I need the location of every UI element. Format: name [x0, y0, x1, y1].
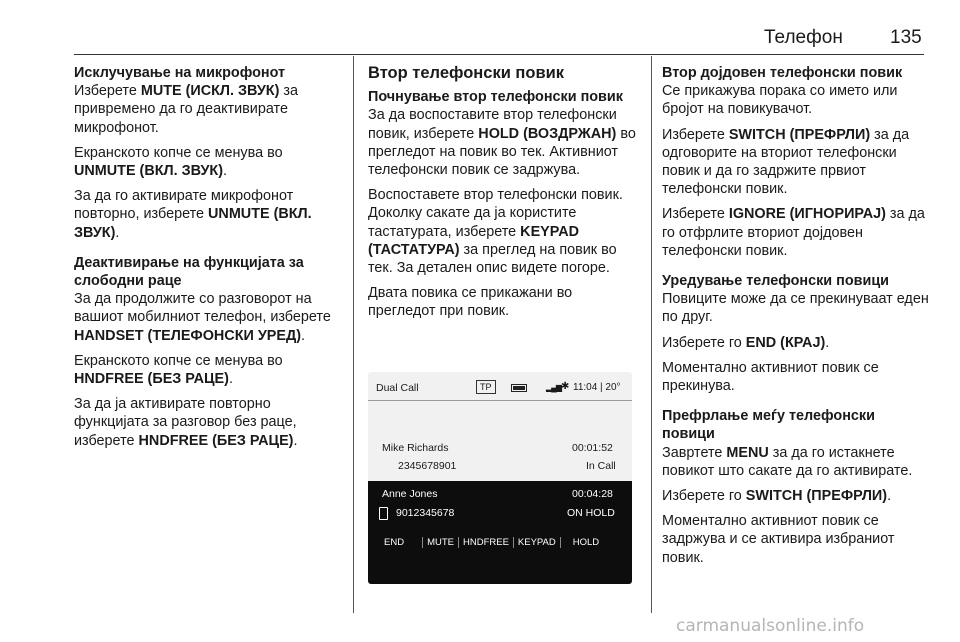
call1-status: In Call	[586, 460, 616, 472]
paragraph: Двата повика се прикажани во прегледот при повик.	[368, 285, 573, 320]
clock: 11:04 | 20°	[573, 382, 621, 393]
paragraph: За да продолжите со разговорот на вашиот мобилниот телефон, изберете HANDSET (ТЕЛЕФОНСКИ УРЕД).	[74, 291, 331, 344]
call1-number: 2345678901	[398, 460, 457, 472]
signal-icon: ▂▄▆	[546, 383, 561, 392]
column-divider	[651, 56, 652, 613]
paragraph: Се прикажува порака со името или бројот на повикувачот.	[662, 83, 898, 118]
keypad-button[interactable]: KEYPAD	[517, 536, 556, 548]
paragraph: Изберете го END (КРАЈ).	[662, 334, 830, 351]
mute-button[interactable]: MUTE	[427, 536, 454, 548]
header-rule	[74, 54, 924, 55]
call2-time: 00:04:28	[572, 488, 613, 500]
paragraph: Повиците може да се прекинуваат еден по друг.	[662, 291, 929, 326]
call2-name: Anne Jones	[382, 488, 438, 500]
heading-second-call: Почнување втор телефонски повик	[368, 89, 623, 106]
paragraph: За да ја активирате повторно функцијата за разговор без раце, изберете HNDFREE (БЕЗ РАЦЕ).	[74, 396, 298, 449]
paragraph: Завртете MENU за да го истакнете повикот што сакате да го активирате.	[662, 444, 913, 479]
paragraph: Изберете MUTE (ИСКЛ. ЗВУК) за привремено да го деактивирате микрофонот.	[74, 83, 298, 136]
call1-time: 00:01:52	[572, 442, 613, 454]
dual-call-screen	[368, 372, 632, 584]
heading-mute: Исклучување на микрофонот	[74, 65, 286, 81]
paragraph: Моментално активниот повик се прекинува.	[662, 359, 879, 395]
paragraph: Изберете SWITCH (ПРЕФРЛИ) за да одговорите на вториот телефонски повик и да го задржите првиот телефонски повик.	[662, 126, 910, 198]
paragraph: За да воспоставите втор телефонски повик, изберете HOLD (ВОЗДРЖАН) во прегледот на повик во тек. Активниот телефонски повик се задржува.	[368, 107, 636, 179]
paragraph: Изберете го SWITCH (ПРЕФРЛИ).	[662, 488, 892, 505]
column-left	[74, 64, 346, 457]
paragraph: Екранското копче се менува во HNDFREE (БЕЗ РАЦЕ).	[74, 352, 283, 388]
heading-switch-calls: Префрлање меѓу телефонски повици	[662, 408, 875, 443]
page-number: 135	[890, 27, 922, 48]
phone-icon	[379, 507, 388, 520]
end-button[interactable]: END	[384, 536, 405, 548]
held-call-panel	[368, 481, 632, 584]
status-bar-divider	[368, 400, 632, 401]
heading-edit-calls: Уредување телефонски повици	[662, 273, 890, 290]
page-header	[0, 0, 960, 56]
paragraph: Моментално активниот повик се задржува и се активира избраниот повик.	[662, 513, 895, 566]
bluetooth-icon: ✱	[561, 381, 570, 392]
call2-status: ON HOLD	[567, 507, 615, 519]
tp-icon: TP	[476, 380, 496, 394]
paragraph: За да го активирате микрофонот повторно, изберете UNMUTE (ВКЛ. ЗВУК).	[74, 188, 312, 241]
hold-button[interactable]: HOLD	[572, 536, 600, 548]
paragraph: Изберете IGNORE (ИГНОРИРАЈ) за да го отфрлите вториот дојдовен телефонски повик.	[662, 206, 925, 259]
column-middle	[368, 64, 640, 328]
page-title: Телефон	[764, 27, 843, 48]
watermark: carmanualsonline.info	[676, 616, 865, 636]
handsfree-button[interactable]: HNDFREE	[462, 536, 509, 548]
screen-title: Dual Call	[376, 382, 419, 394]
section-heading: Втор телефонски повик	[368, 64, 565, 82]
heading-handsfree: Деактивирање на функцијата за слободни раце	[74, 254, 304, 290]
battery-icon	[511, 384, 527, 392]
column-divider	[353, 56, 354, 613]
paragraph: Воспоставете втор телефонски повик. Доколку сакате да ја користите тастатурата, изберете KEYPAD (ТАСТАТУРА) за преглед на повик во тек. За детален опис видете погоре.	[368, 187, 623, 277]
paragraph: Екранското копче се менува во UNMUTE (ВКЛ. ЗВУК).	[74, 144, 283, 180]
column-right	[662, 64, 930, 574]
heading-incoming: Втор дојдовен телефонски повик	[662, 65, 903, 81]
call2-number: 9012345678	[396, 507, 455, 519]
call1-name: Mike Richards	[382, 442, 449, 454]
call-buttons	[368, 532, 632, 552]
